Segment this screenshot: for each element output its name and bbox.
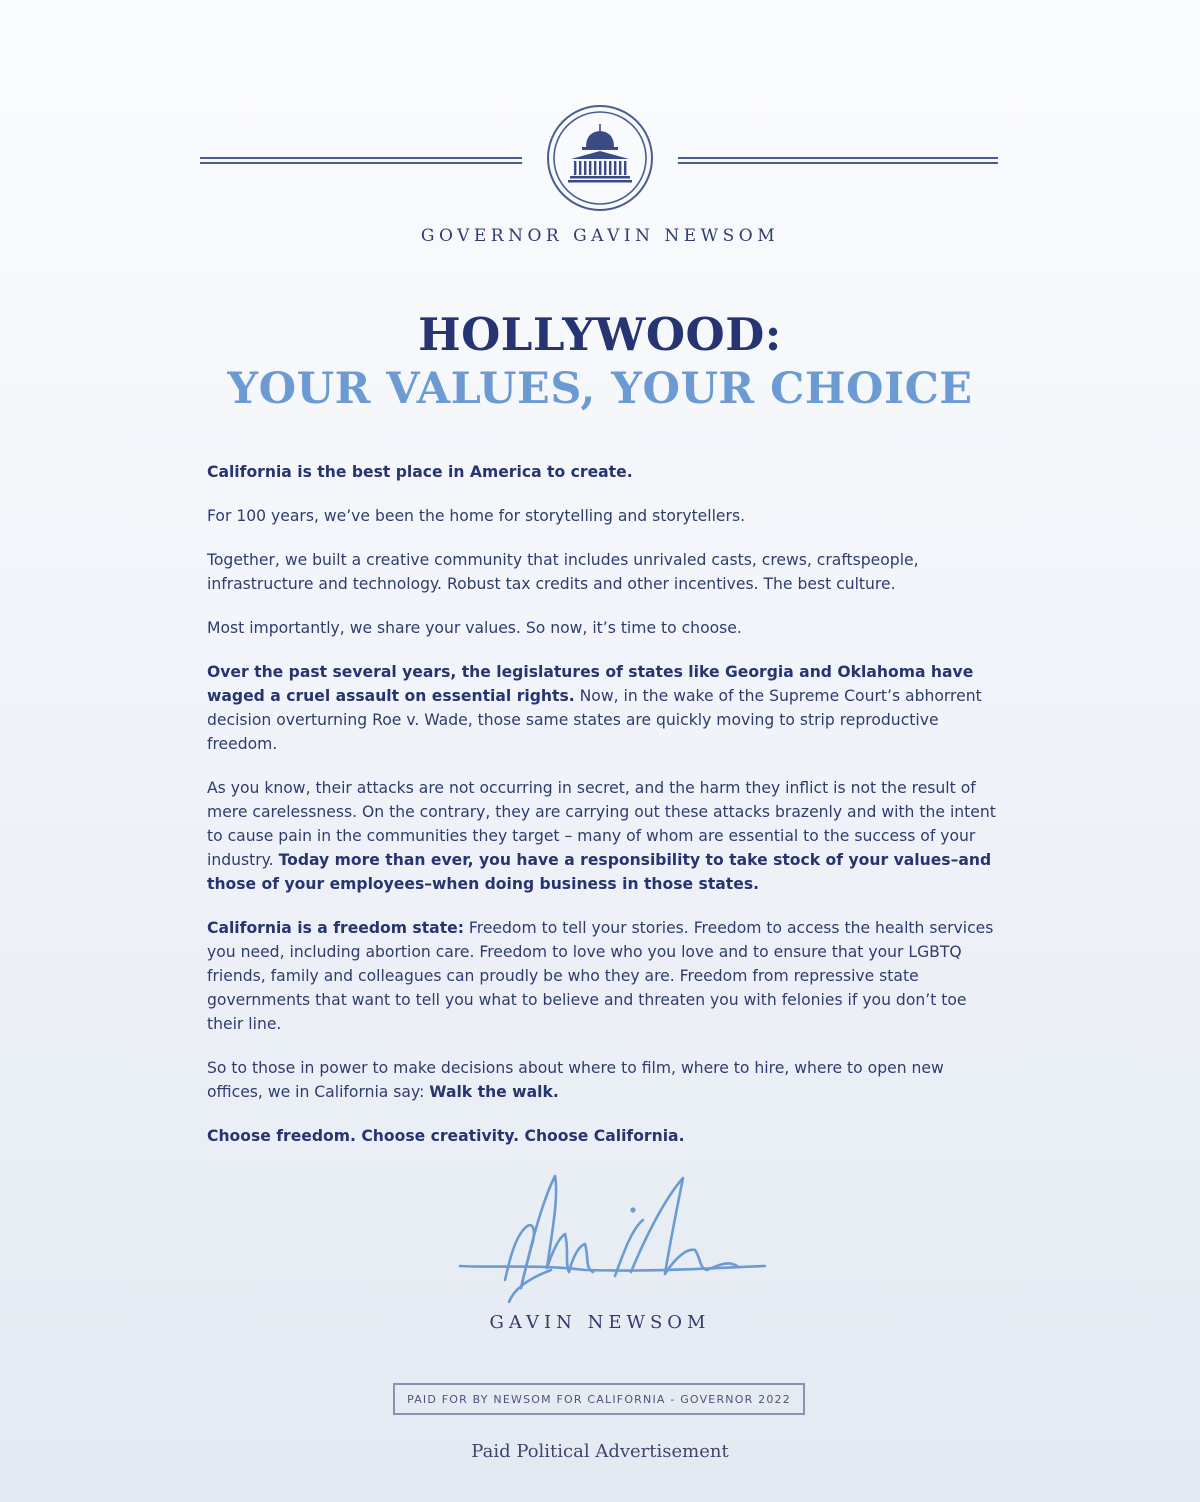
paragraph-9 bbox=[207, 1124, 997, 1148]
paragraph-4-text: Most importantly, we share your values. So now, it’s time to choose. bbox=[207, 619, 742, 637]
capitol-dome-icon bbox=[546, 104, 654, 212]
header-rule-right bbox=[678, 157, 998, 164]
paragraph-6-bold: Today more than ever, you have a responsibility to take stock of your values–and those of your employees–when doing business in those states. bbox=[207, 851, 992, 893]
signer-name: GAVIN NEWSOM bbox=[489, 1312, 711, 1333]
paragraph-7 bbox=[207, 916, 997, 1036]
paragraph-8-bold: Walk the walk. bbox=[429, 1083, 559, 1101]
paragraph-3 bbox=[207, 548, 997, 596]
org-name: GOVERNOR GAVIN NEWSOM bbox=[420, 226, 780, 246]
paragraph-8-text: So to those in power to make decisions about where to film, where to hire, where to open new offices, we in California say: bbox=[207, 1059, 944, 1101]
paragraph-1 bbox=[207, 460, 997, 484]
paragraph-2-text: For 100 years, we’ve been the home for storytelling and storytellers. bbox=[207, 507, 746, 525]
paragraph-5-bold: Over the past several years, the legislatures of states like Georgia and Oklahoma have waged a cruel assault on essential rights. bbox=[207, 663, 974, 705]
paid-for-disclaimer bbox=[393, 1383, 805, 1415]
handwritten-signature bbox=[455, 1168, 775, 1308]
disclaimer-text: PAID FOR BY NEWSOM FOR CALIFORNIA - GOVERNOR 2022 bbox=[407, 1392, 791, 1406]
paragraph-9-bold: Choose freedom. Choose creativity. Choose California. bbox=[207, 1127, 685, 1145]
paragraph-8 bbox=[207, 1056, 997, 1104]
paragraph-2 bbox=[207, 504, 997, 528]
paragraph-3-text: Together, we built a creative community that includes unrivaled casts, crews, craftspeople, infrastructure and technology. Robust tax credits and other incentives. The best culture. bbox=[207, 551, 919, 593]
headline-primary: HOLLYWOOD: bbox=[418, 308, 782, 361]
paragraph-1-bold: California is the best place in America to create. bbox=[207, 463, 633, 481]
paragraph-5 bbox=[207, 660, 997, 756]
paragraph-6-text: As you know, their attacks are not occurring in secret, and the harm they inflict is not the result of mere carelessness. On the contrary, they are carrying out these attacks brazenly and with the intent to cause pain in the communities they target – many of whom are essential to the success of your industry. bbox=[207, 779, 996, 869]
headline-secondary: YOUR VALUES, YOUR CHOICE bbox=[227, 364, 973, 414]
paid-political-advertisement-note: Paid Political Advertisement bbox=[471, 1441, 729, 1462]
header-rule-left bbox=[200, 157, 522, 164]
paragraph-5-text: Now, in the wake of the Supreme Court’s abhorrent decision overturning Roe v. Wade, those same states are quickly moving to strip reproductive freedom. bbox=[207, 687, 982, 753]
letter-body bbox=[207, 460, 997, 1168]
paragraph-7-text: Freedom to tell your stories. Freedom to access the health services you need, including abortion care. Freedom to love who you love and to ensure that your LGBTQ friends, family and colleagues can proudly be who they are. Freedom from repressive state governments that want to tell you what to believe and threaten you with felonies if you don’t toe their line. bbox=[207, 919, 994, 1033]
paragraph-4 bbox=[207, 616, 997, 640]
paragraph-7-bold: California is a freedom state: bbox=[207, 919, 464, 937]
paragraph-6 bbox=[207, 776, 997, 896]
